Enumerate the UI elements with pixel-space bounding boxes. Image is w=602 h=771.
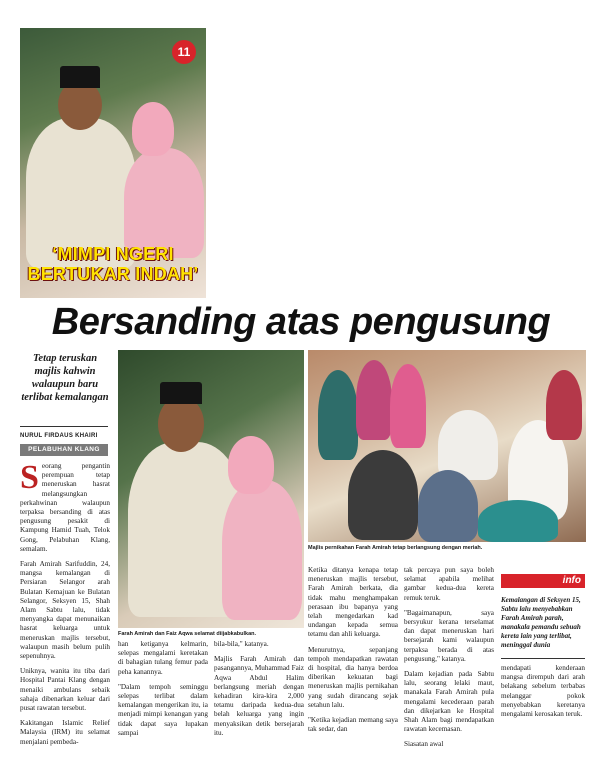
paragraph: han ketiganya kelmarin, selepas mengalami keretakan di bahagian tulang femur pada peha kanannya.	[118, 640, 208, 676]
info-text: Kemalangan di Seksyen 15, Sabtu lalu menyebabkan Farah Amirah parah, manakala pemandu sebuah kereta lain yang terlibat, meninggal dunia	[501, 596, 581, 649]
article-column-6	[501, 664, 585, 725]
paragraph: Kakitangan Islamic Relief Malaysia (IRM) itu selamat menjalani pembeda-	[20, 719, 110, 746]
location-tag: PELABUHAN KLANG	[20, 444, 108, 456]
paragraph: "Dalam tempoh seminggu selepas terlibat dalam kemalangan mengerikan itu, ia menjadi mimpi kenangan yang tidak dapat saya lupakan sampai	[118, 682, 208, 737]
byline: NURUL FIRDAUS KHAIRI	[20, 433, 98, 439]
article-column-3	[214, 640, 304, 744]
article-column-5	[404, 566, 494, 756]
guest-figure	[318, 370, 358, 460]
page-number-badge: 11	[172, 40, 196, 64]
bride-figure	[222, 480, 302, 620]
paragraph: eorang pengantin perempuan tetap meneruskan hasrat melangsungkan perkahwinan walaupun terpaksa bersanding di atas pengusung pesakit di Kampung Hamid Tuah, Telok Gong, Pelabuhan Klang, semalam.	[20, 462, 110, 553]
couple-photo-top	[20, 28, 206, 298]
info-label: info	[501, 574, 585, 588]
couple-photo-middle	[118, 350, 304, 628]
photo-caption: Majlis pernikahan Farah Amirah tetap berlangsung dengan meriah.	[308, 545, 483, 551]
bride-figure	[124, 148, 204, 258]
intro-standfirst: Tetap teruskan majlis kahwin walaupun baru terlibat kemalangan	[21, 353, 109, 403]
drop-cap: S	[20, 459, 39, 496]
divider	[501, 658, 585, 659]
guest-figure	[546, 370, 582, 440]
article-column-1	[20, 459, 110, 753]
paragraph: Uniknya, wanita itu tiba dari Hospital Pantai Klang dengan menaiki ambulans sebaik sahaja dibenarkan keluar dari pusat rawatan tersebut.	[20, 667, 110, 713]
songkok-hat	[160, 382, 202, 404]
divider	[20, 426, 108, 427]
bride-hijab	[132, 102, 174, 156]
bride-hijab	[228, 436, 274, 494]
article-column-2	[118, 640, 208, 744]
photo-caption: Farah Amirah dan Faiz Aqwa selamat diijabkabulkan.	[118, 631, 257, 637]
headline: Bersanding atas pengusung	[51, 301, 551, 343]
paragraph: "Ketika kejadian memang saya tak sedar, dan	[308, 716, 398, 734]
guest-figure	[418, 470, 478, 542]
paragraph: Majlis Farah Amirah dan pasangannya, Muhammad Faiz Aqwa Abdul Halim berlangsung meriah dengan kehadiran kira-kira 2,000 tetamu daripada kedua-dua belah keluarga yang ingin menyaksikan detik bersejarah itu.	[214, 655, 304, 737]
paragraph: Ketika ditanya kenapa tetap meneruskan majlis tersebut, Farah Amirah berkata, dia tidak mahu menghampakan perasaan ibu bapanya yang telah mengedarkan kad undangan kepada semua tetamu dan ahli keluarga.	[308, 566, 398, 639]
paragraph: Farah Amirah Sarifuddin, 24, mangsa kemalangan di Persiaran Selangor arah Bulatan Kemajuan ke Bulatan Selangor, Seksyen 15, Shah Alam Sabtu lalu, tidak menyangka dapat menunaikan hasrat keluarga untuk meneruskan majlis tersebut, walaupun masih belum pulih sepenuhnya.	[20, 560, 110, 661]
songkok-hat	[60, 66, 100, 88]
paragraph: bila-bila," katanya.	[214, 640, 269, 648]
paragraph: Dalam kejadian pada Sabtu lalu, seorang lelaki maut, manakala Farah Amirah pula mengalami kecederaan parah dan dikejarkan ke Hospital Shah Alam bagi mendapatkan rawatan kecemasan.	[404, 670, 494, 734]
photo-quote: ‘MIMPI NGERI BERTUKAR INDAH’	[27, 244, 199, 284]
ceremony-photo	[308, 350, 586, 542]
guest-figure	[390, 364, 426, 448]
groom-head	[158, 396, 204, 452]
paragraph: Menurutnya, sepanjang tempoh mendapatkan rawatan di hospital, dia hanya berdoa diberikan kekuatan bagi meneruskan majlis pernikahan yang sudah dirancang sejak setahun lalu.	[308, 645, 398, 709]
guest-figure	[478, 500, 558, 542]
paragraph: mendapati kenderaan mangsa dirempuh dari arah belakang sebelum terbabas melanggar pokok menyebabkan keretanya mengalami kerosakan teruk.	[501, 664, 585, 719]
paragraph: tak percaya pun saya boleh selamat apabila melihat gambar kedua-dua kereta remuk teruk.	[404, 566, 494, 602]
guest-figure	[348, 450, 418, 540]
paragraph: Siasatan awal	[404, 740, 444, 749]
article-column-4	[308, 566, 398, 740]
paragraph: "Bagaimanapun, saya bersyukur kerana terselamat dan dapat meneruskan hari bersejarah kami walaupun terpaksa berada di atas pengusung," katanya.	[404, 608, 494, 663]
guest-figure	[356, 360, 392, 440]
